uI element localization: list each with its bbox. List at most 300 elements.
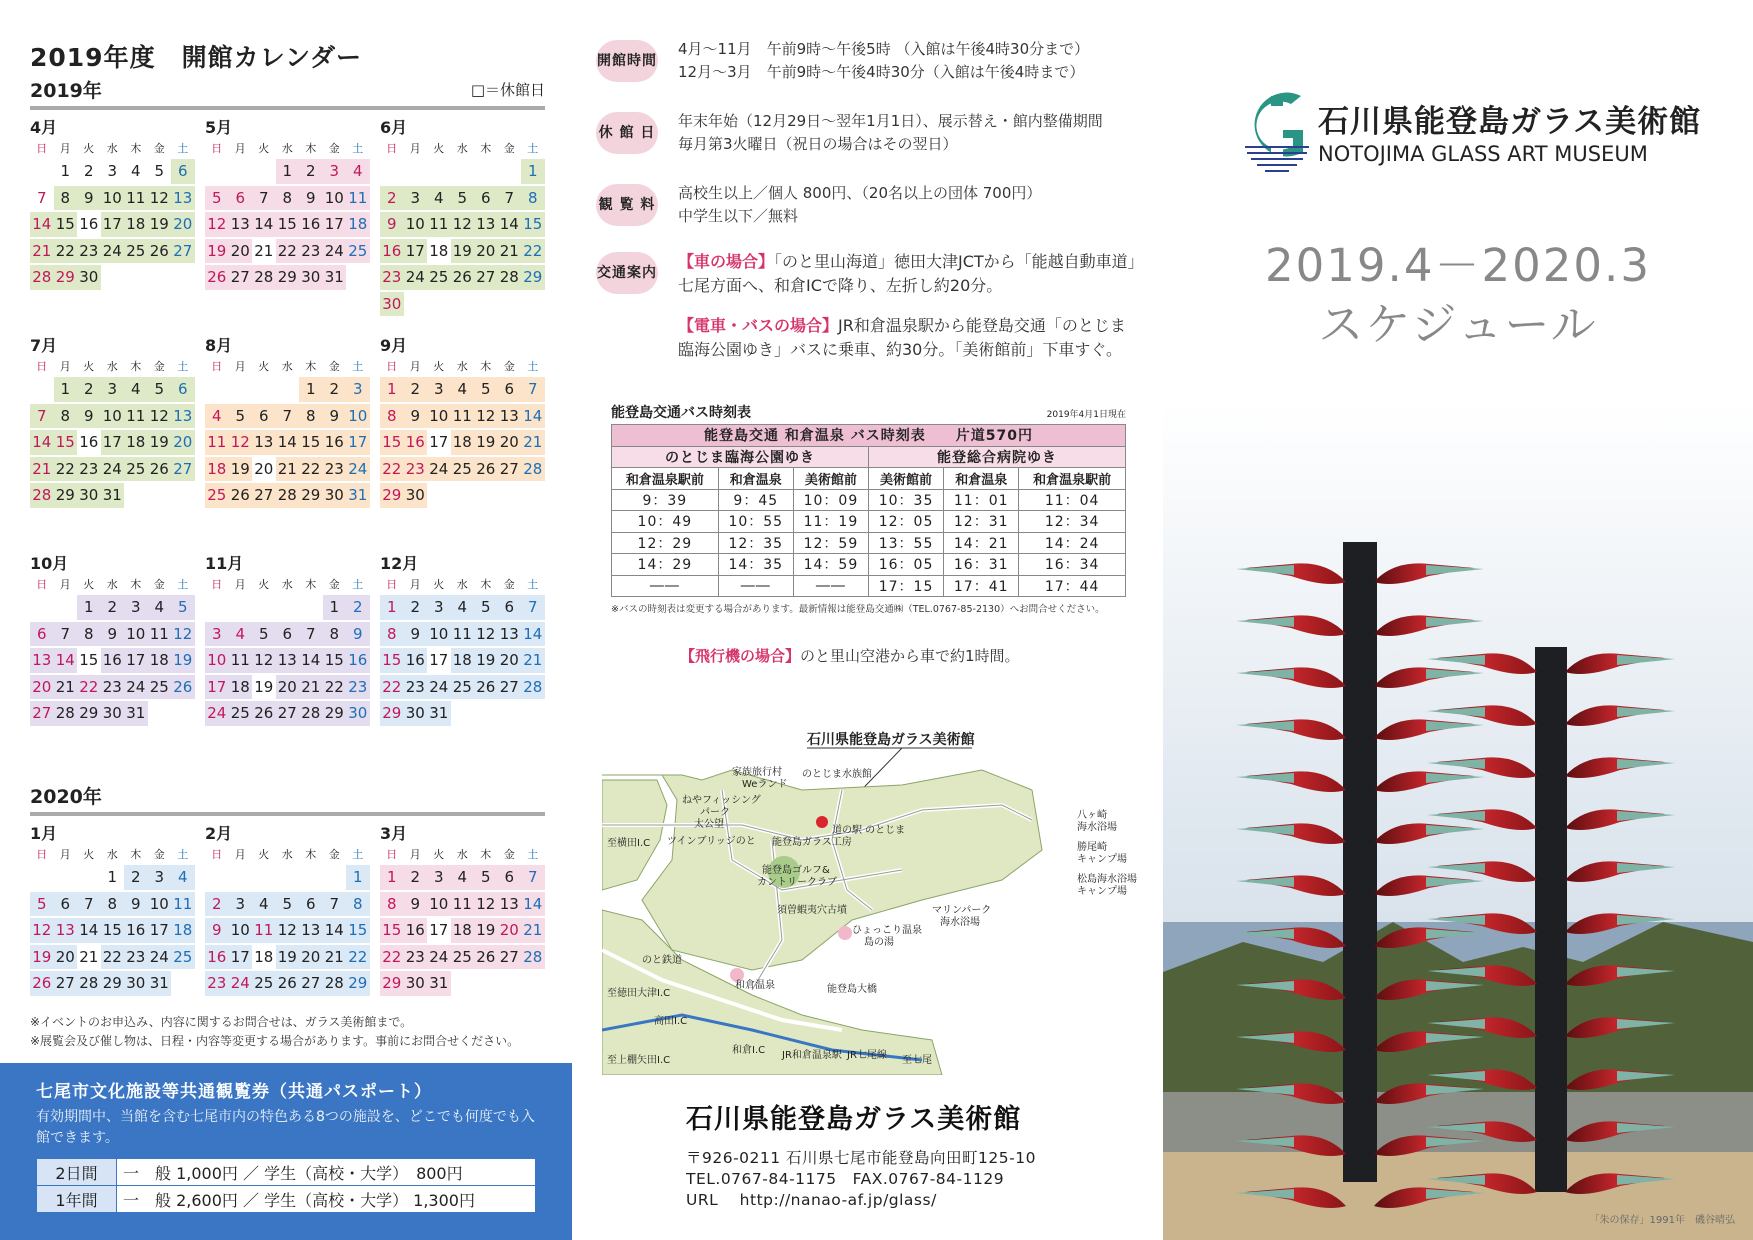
day-cell: 20 [498,430,522,455]
day-cell: 19 [30,945,54,970]
day-cell: 29 [101,971,125,996]
bus-time: 12：05 [868,511,943,533]
day-cell: 21 [30,457,54,482]
month-name: 1月 [30,824,58,843]
passport-price-table [36,1158,536,1213]
day-cell: 27 [299,971,323,996]
map-label: 至横田I.C [607,838,651,849]
access-badge: 交通案内 [596,252,658,294]
day-cell: 24 [346,457,370,482]
train-heading: 【電車・バスの場合】 [678,316,839,335]
map-title: 石川県能登島ガラス美術館 [807,732,975,748]
day-cell: 7 [323,892,347,917]
day-cell: 21 [299,675,323,700]
weekday-label: 土 [177,142,189,155]
day-cell: 27 [498,457,522,482]
day-cell: 17 [101,212,125,237]
day-cell: 7 [54,622,78,647]
day-cell: 5 [229,404,253,429]
day-cell: 30 [77,265,101,290]
weekday-row [380,576,545,594]
empty-cell [323,864,347,891]
day-cell: 13 [171,186,195,211]
day-cell: 2 [404,377,428,402]
empty-cell [30,158,54,185]
month-name: 5月 [205,118,233,137]
day-cell: 4 [130,162,141,180]
map-label: 松島海水浴場 [1077,874,1137,885]
map-label: JR和倉温泉駅 [782,1050,842,1061]
weekday-label: 火 [83,848,95,861]
day-cell: 6 [54,892,78,917]
empty-cell [276,594,300,621]
weekday-label: 水 [106,360,118,373]
empty-cell [77,864,101,891]
day-cell: 30 [404,701,428,726]
museum-logo [1241,90,1702,186]
bus-time: 9：45 [718,489,793,511]
map-label: 至徳田大津I.C [607,988,671,999]
day-cell: 20 [171,212,195,237]
day-cell: 23 [205,971,229,996]
note-2: ※展覧会及び催し物は、日程・内容等変更する場合があります。事前にお問合せください。 [30,1034,520,1048]
empty-cell [229,376,253,403]
day-cell: 5 [474,595,498,620]
weekday-label: 水 [456,142,468,155]
day-cell: 2 [299,159,323,184]
day-cell: 14 [521,404,545,429]
day-cell: 27 [30,701,54,726]
day-cell: 12 [148,404,172,429]
bus-time: 12：59 [793,532,868,554]
hours-line: 4月～11月 午前9時～午後5時 （入館は午後4時30分まで） [678,40,1090,58]
day-cell: 24 [427,675,451,700]
day-cell: 20 [276,675,300,700]
day-cell: 11 [229,648,253,673]
day-cell: 11 [346,186,370,211]
day-cell: 10 [323,186,347,211]
day-cell: 16 [101,648,125,673]
day-cell: 8 [380,892,404,917]
day-cell: 22 [54,239,78,264]
bus-time: 11：19 [793,511,868,533]
map-label: 能登島ガラス工房 [772,837,852,848]
day-cell: 28 [30,265,54,290]
day-cell: 16 [404,430,428,455]
day-cell: 29 [54,265,78,290]
day-cell: 16 [346,648,370,673]
closed-badge: 休 館 日 [596,112,658,154]
day-cell: 21 [521,918,545,943]
empty-cell [30,594,54,621]
day-cell: 29 [380,483,404,508]
day-cell: 22 [77,675,101,700]
day-cell: 2 [404,595,428,620]
day-cell: 9 [101,622,125,647]
day-cell: 2 [380,186,404,211]
day-cell: 27 [498,945,522,970]
day-cell: 11 [427,212,451,237]
weekday-label: 火 [83,360,95,373]
day-cell: 12 [474,622,498,647]
map-label: のと鉄道 [642,955,682,966]
day-cell: 12 [252,648,276,673]
map-west-land [602,780,667,890]
day-cell: 9 [124,892,148,917]
day-cell: 9 [404,404,428,429]
day-cell: 15 [346,918,370,943]
empty-cell [427,158,451,185]
day-cell: 4 [148,595,172,620]
day-cell: 23 [101,675,125,700]
day-cell: 10 [124,622,148,647]
day-cell: 21 [521,648,545,673]
day-cell: 21 [54,675,78,700]
weekday-label: 日 [386,360,398,373]
month-grid [30,822,545,1040]
bus-time: 10：49 [612,511,719,533]
day-cell: 9 [323,404,347,429]
access-map [602,730,1142,1075]
day-cell: 26 [148,457,172,482]
day-cell: 18 [148,648,172,673]
day-cell: 22 [323,675,347,700]
day-cell: 8 [346,892,370,917]
weekday-label: 金 [328,578,340,591]
day-cell: 5 [154,162,165,180]
passport-box [0,1063,572,1240]
day-cell: 23 [404,675,428,700]
weekday-label: 月 [409,578,421,591]
day-cell: 7 [521,595,545,620]
day-cell: 30 [124,971,148,996]
map-label: JR七尾線 [847,1050,887,1061]
day-cell: 18 [254,947,274,966]
day-cell: 12 [474,404,498,429]
weekday-label: 金 [153,360,165,373]
day-cell: 9 [346,622,370,647]
day-cell: 13 [30,648,54,673]
day-cell: 17 [229,945,253,970]
day-cell: 24 [101,239,125,264]
bus-time: 10：09 [793,489,868,511]
day-cell: 23 [404,457,428,482]
bus-time: 12：35 [718,532,793,554]
day-cell: 28 [521,457,545,482]
day-cell: 14 [498,212,522,237]
bus-column-header: 和倉温泉駅前 [612,468,719,490]
bus-header-row [612,425,1126,447]
day-cell: 30 [404,483,428,508]
day-cell: 30 [323,483,347,508]
day-cell: 6 [498,377,522,402]
day-cell: 21 [323,945,347,970]
day-cell: 21 [79,947,99,966]
day-cell: 29 [299,483,323,508]
weekday-label: 金 [328,142,340,155]
weekday-label: 木 [480,360,492,373]
day-cell: 1 [323,595,347,620]
bus-column-header: 和倉温泉駅前 [1019,468,1126,490]
weekday-label: 日 [211,142,223,155]
weekday-label: 水 [106,142,118,155]
footer-address: 〒926-0211 石川県七尾市能登島向田町125-10 [686,1149,1036,1167]
access-block [596,250,1141,362]
day-cell: 14 [299,648,323,673]
day-cell: 10 [404,212,428,237]
day-cell: 7 [498,186,522,211]
day-cell: 30 [380,292,404,317]
day-cell: 8 [521,186,545,211]
day-cell: 14 [54,648,78,673]
empty-cell [30,864,54,891]
day-cell: 24 [404,265,428,290]
day-cell: 19 [171,648,195,673]
day-cell: 2 [205,892,229,917]
weekday-label: 土 [177,578,189,591]
bus-time: ―― [718,575,793,597]
weekday-row [30,576,195,594]
day-cell: 7 [36,188,47,207]
day-cell: 4 [451,865,475,890]
footer-url[interactable]: URL http://nanao-af.jp/glass/ [686,1191,937,1209]
calendar-section [30,38,545,1040]
bus-time: 14：24 [1019,532,1126,554]
fee-badge: 観 覧 料 [596,184,658,226]
weekday-label: 土 [352,142,364,155]
day-cell: 13 [276,648,300,673]
month-name: 9月 [380,336,408,355]
empty-cell [205,376,229,403]
month [30,334,195,552]
map-label: マリンパーク [932,905,992,916]
map-label: 道の駅 のとじま [832,825,906,836]
weekday-label: 火 [83,578,95,591]
day-cell: 10 [101,186,125,211]
day-cell: 18 [205,457,229,482]
day-cell: 25 [346,239,370,264]
day-cell: 13 [498,622,522,647]
weekday-label: 火 [258,578,270,591]
car-text: 「のと里山海道」徳田大津JCTから「能越自動車道」七尾方面へ、和倉ICで降り、左折し約20分。 [678,252,1136,295]
day-cell: 15 [380,918,404,943]
weekday-label: 水 [456,578,468,591]
weekday-label: 火 [83,142,95,155]
day-cell: 3 [148,865,172,890]
train-text: JR和倉温泉駅から能登島交通「のとじま臨海公園ゆき」バスに乗車、約30分。「美術館前」下車すぐ。 [678,316,1126,359]
day-cell: 24 [229,971,253,996]
day-cell: 20 [254,459,274,478]
month-name: 10月 [30,554,69,573]
year-rule [30,106,545,110]
day-cell: 26 [171,675,195,700]
calendar-years [30,76,545,1040]
day-grid [205,376,370,509]
day-cell: 25 [171,945,195,970]
day-cell: 18 [171,918,195,943]
day-cell: 21 [30,239,54,264]
day-cell: 16 [299,212,323,237]
day-cell: 12 [148,186,172,211]
day-cell: 27 [229,265,253,290]
day-cell: 20 [229,239,253,264]
day-cell: 22 [380,675,404,700]
day-cell: 3 [427,865,451,890]
day-cell: 11 [252,918,276,943]
month-name: 2月 [205,824,233,843]
weekday-label: 月 [59,578,71,591]
day-cell: 16 [404,648,428,673]
day-cell: 17 [429,651,449,669]
weekday-label: 日 [211,848,223,861]
day-cell: 3 [229,892,253,917]
empty-cell [252,376,276,403]
month [205,334,370,552]
day-cell: 25 [205,483,229,508]
day-cell: 2 [404,865,428,890]
bus-row [612,489,1126,511]
day-cell: 31 [124,701,148,726]
day-cell: 15 [323,648,347,673]
day-cell: 14 [521,622,545,647]
day-cell: 10 [427,892,451,917]
bus-time: 14：29 [612,554,719,576]
day-cell: 23 [380,265,404,290]
weekday-label: 水 [281,848,293,861]
day-cell: 29 [276,265,300,290]
fee-line: 中学生以下／無料 [678,207,799,225]
day-grid [30,376,195,509]
day-cell: 2 [83,162,94,180]
day-cell: 23 [299,239,323,264]
day-cell: 10 [148,892,172,917]
weekday-label: 金 [153,578,165,591]
day-cell: 27 [171,239,195,264]
empty-cell [252,594,276,621]
day-grid [205,594,370,727]
empty-cell [451,158,475,185]
day-cell: 28 [521,675,545,700]
day-cell: 11 [451,622,475,647]
fee-block [596,182,1141,250]
day-cell: 19 [451,239,475,264]
year-header [30,782,545,812]
empty-cell [30,376,54,403]
month [380,334,545,552]
day-cell: 22 [101,945,125,970]
weekday-label: 木 [480,142,492,155]
day-cell: 17 [124,648,148,673]
closed-block [596,110,1141,182]
day-cell: 3 [346,377,370,402]
day-cell: 25 [451,945,475,970]
day-cell: 25 [451,675,475,700]
day-cell: 26 [276,971,300,996]
weekday-label: 土 [527,578,539,591]
day-cell: 22 [346,945,370,970]
day-cell: 28 [323,971,347,996]
day-cell: 17 [148,918,172,943]
day-cell: 13 [498,892,522,917]
empty-cell [205,158,229,185]
map-label: 和倉温泉 [735,980,775,991]
day-cell: 4 [346,159,370,184]
passport-title: 七尾市文化施設等共通観覧券（共通パスポート） [36,1082,432,1102]
day-cell: 8 [276,186,300,211]
month-name: 11月 [205,554,244,573]
day-cell: 12 [171,622,195,647]
weekday-label: 火 [258,360,270,373]
map-label: キャンプ場 [1077,854,1127,865]
day-cell: 11 [124,186,148,211]
weekday-label: 月 [59,848,71,861]
day-cell: 28 [252,265,276,290]
day-cell: 2 [346,595,370,620]
day-cell: 22 [299,457,323,482]
month-name: 12月 [380,554,419,573]
day-cell: 8 [380,622,404,647]
weekday-label: 金 [328,848,340,861]
bus-time: 14：35 [718,554,793,576]
day-cell: 26 [451,265,475,290]
day-cell: 3 [427,595,451,620]
day-cell: 17 [205,675,229,700]
weekday-label: 土 [527,142,539,155]
day-cell: 23 [404,945,428,970]
weekday-label: 水 [281,360,293,373]
day-cell: 13 [474,212,498,237]
day-cell: 18 [451,430,475,455]
bus-rows [612,489,1126,597]
bus-column-header: 和倉温泉 [718,468,793,490]
weekday-label: 金 [503,360,515,373]
empty-cell [205,594,229,621]
empty-cell [299,864,323,891]
passport-price: 一 般 2,600円 ／ 学生（高校・大学） 1,300円 [117,1186,536,1213]
bus-direction: のとじま臨海公園ゆき [612,446,869,468]
day-cell: 13 [229,212,253,237]
day-cell: 27 [54,971,78,996]
weekday-row [380,846,545,864]
day-cell: 12 [229,430,253,455]
bus-direction: 能登総合病院ゆき [868,446,1125,468]
weekday-label: 水 [106,848,118,861]
year-header [30,76,545,106]
day-cell: 7 [521,865,545,890]
bus-time: 17：15 [868,575,943,597]
bus-column-header: 美術館前 [793,468,868,490]
empty-cell [229,594,253,621]
day-cell: 2 [77,377,101,402]
schedule-label: スケジュール [1318,298,1598,351]
day-cell: 15 [380,648,404,673]
weekday-label: 日 [36,360,48,373]
day-cell: 14 [30,430,54,455]
weekday-row [30,140,195,158]
map-label: 島の湯 [864,937,894,948]
day-cell: 16 [79,215,99,233]
weekday-row [380,358,545,376]
day-cell: 31 [148,971,172,996]
day-cell: 1 [54,377,78,402]
day-cell: 22 [276,239,300,264]
weekday-label: 月 [234,142,246,155]
day-cell: 30 [77,483,101,508]
passport-row [37,1159,536,1186]
month [205,116,370,334]
day-cell: 20 [498,648,522,673]
bus-time: 13：55 [868,532,943,554]
